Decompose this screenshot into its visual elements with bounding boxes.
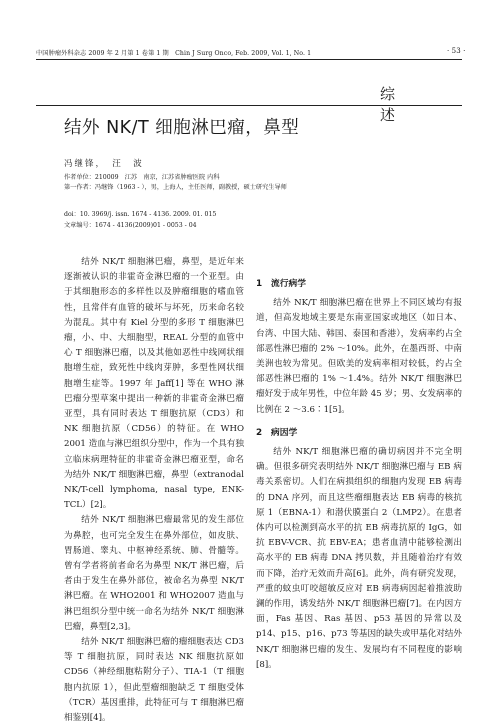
left-column (64, 255, 244, 726)
section-rule (36, 105, 462, 106)
location-paragraph: 结外 NK/T 细胞淋巴瘤最常见的发生部位为鼻腔，也可完全发生在鼻外部位，如皮肤、胃肠道、睾丸、中枢神经系统、肺、骨髓等。曾有学者将前者命名为鼻型 NK/T 淋巴瘤，后者由于发生在鼻外部位，被命名为鼻型 NK/T 淋巴瘤。在 WHO2001 和 WHO2007 造血与淋巴组织分型中统一命名为结外 NK/T 细胞淋巴瘤，鼻型[2,3]。 (64, 515, 244, 632)
immunophenotype-paragraph: 结外 NK/T 细胞淋巴瘤的瘤细胞表达 CD3 等 T 细胞抗原，同时表达 NK 细胞抗原如 CD56（神经细胞粘附分子）、TIA-1（T 细胞胞内抗原 1），但此型瘤细胞缺乏 T 细胞受体（TCR）基因重排，此特征可与 T 细胞淋巴瘤相鉴别[4]。 (64, 637, 244, 724)
section-etiology-heading: 2 病因学 (256, 427, 298, 438)
section-epidemiology-heading: 1 流行病学 (256, 279, 307, 289)
article-number: 文章编号：1674 - 4136(2009)01 - 0053 - 04 (64, 222, 197, 229)
article-title: 结外 NK/T 细胞淋巴瘤，鼻型 (64, 118, 300, 138)
article-authors: 冯继锋， 汪 波 (64, 159, 144, 169)
author-affiliation: 作者单位：210009 江苏 南京，江苏省肿瘤医院 内科 (64, 174, 220, 181)
intro-paragraph: 结外 NK/T 细胞淋巴瘤，鼻型，是近年来逐渐被认识的非霍奇金淋巴瘤的一个亚型。由于其细胞形态的多样性以及肿瘤细胞的嗜血管性，且常伴有血管的破坏与坏死，历来命名较为混乱。其中有 Kiel 分型的多形 T 细胞淋巴瘤，小、中、大细胞型，REAL 分型的血管中心 T 细胞淋巴瘤，以及其他如恶性中线网状细胞增生症，致死性中线肉芽肿，多型性网状细胞增生症等。1997 年 Jaff[1] 等在 WHO 淋巴瘤分型草案中提出一种新的非霍奇金淋巴瘤亚型，具有同时表达 T 细胞抗原（CD3）和 NK 细胞抗原（CD56）的特征。在 WHO 2001 造血与淋巴组织分型中，作为一个具有独立临床病理特征的非霍奇金淋巴瘤亚型，命名为结外 NK/T 细胞淋巴瘤，鼻型（extranodal NK/T-cell lymphoma, nasal type, ENK-TCL）[2]。 (64, 257, 244, 511)
right-column (256, 255, 462, 673)
author-bio: 第一作者：冯继锋（1963 - ），男，上海人，主任医师，副教授，硕士研究生导师 (64, 184, 287, 191)
doi: doi：10. 3969/j. issn. 1674 - 4136. 2009. 01. 015 (64, 211, 217, 218)
epidemiology-text: 结外 NK/T 细胞淋巴瘤在世界上不同区域均有报道，但高发地域主要是东南亚国家或地区（如日本、台湾、中国大陆、韩国、泰国和香港），发病率约占全部恶性淋巴瘤的 2% ～10%。此外，在墨西哥、中南美洲也较为常见。但欧美的发病率相对较低，约占全部恶性淋巴瘤的 1% ～1.4%。结外 NK/T 细胞淋巴瘤好发于成年男性，中位年龄 45 岁；男、女发病率的比例在 2 ～3.6∶1[5]。 (256, 298, 462, 415)
journal-citation: 中国肿瘤外科杂志 2009 年 2 月第 1 卷第 1 期 Chin J Surg Onco, Feb. 2009, Vol. 1, No. 1 (36, 50, 312, 57)
column-label: 综 述 (380, 85, 471, 124)
header-rule (36, 59, 462, 60)
etiology-text: 结外 NK/T 细胞淋巴瘤的确切病因并不完全明确。但很多研究表明结外 NK/T 细胞淋巴瘤与 EB 病毒关系密切。人们在病损组织的细胞内发现 EB 病毒的 DNA 序列，而且这些瘤细胞表达 EB 病毒的核抗原 1（EBNA-1）和潜伏膜蛋白 2（LMP2）。在患者体内可以检测到高水平的抗 EB 病毒抗原的 IgG，如抗 EBV-VCR、抗 EBV-EA；患者血清中能够检测出高水平的 EB 病毒 DNA 拷贝数，并且随着治疗有效而下降，治疗无效而升高[6]。此外，尚有研究发现，严重的蚊虫叮咬超敏反应对 EB 病毒病因起着推波助澜的作用，诱发结外 NK/T 细胞淋巴瘤[7]。在内因方面，Fas 基因、Ras 基因、p53 基因的异常以及 p14、p15、p16、p73 等基因的缺失或甲基化对结外 NK/T 细胞淋巴瘤的发生、发展均有不同程度的影响[8]。 (256, 447, 462, 670)
page-number: · 53 · (447, 47, 466, 55)
